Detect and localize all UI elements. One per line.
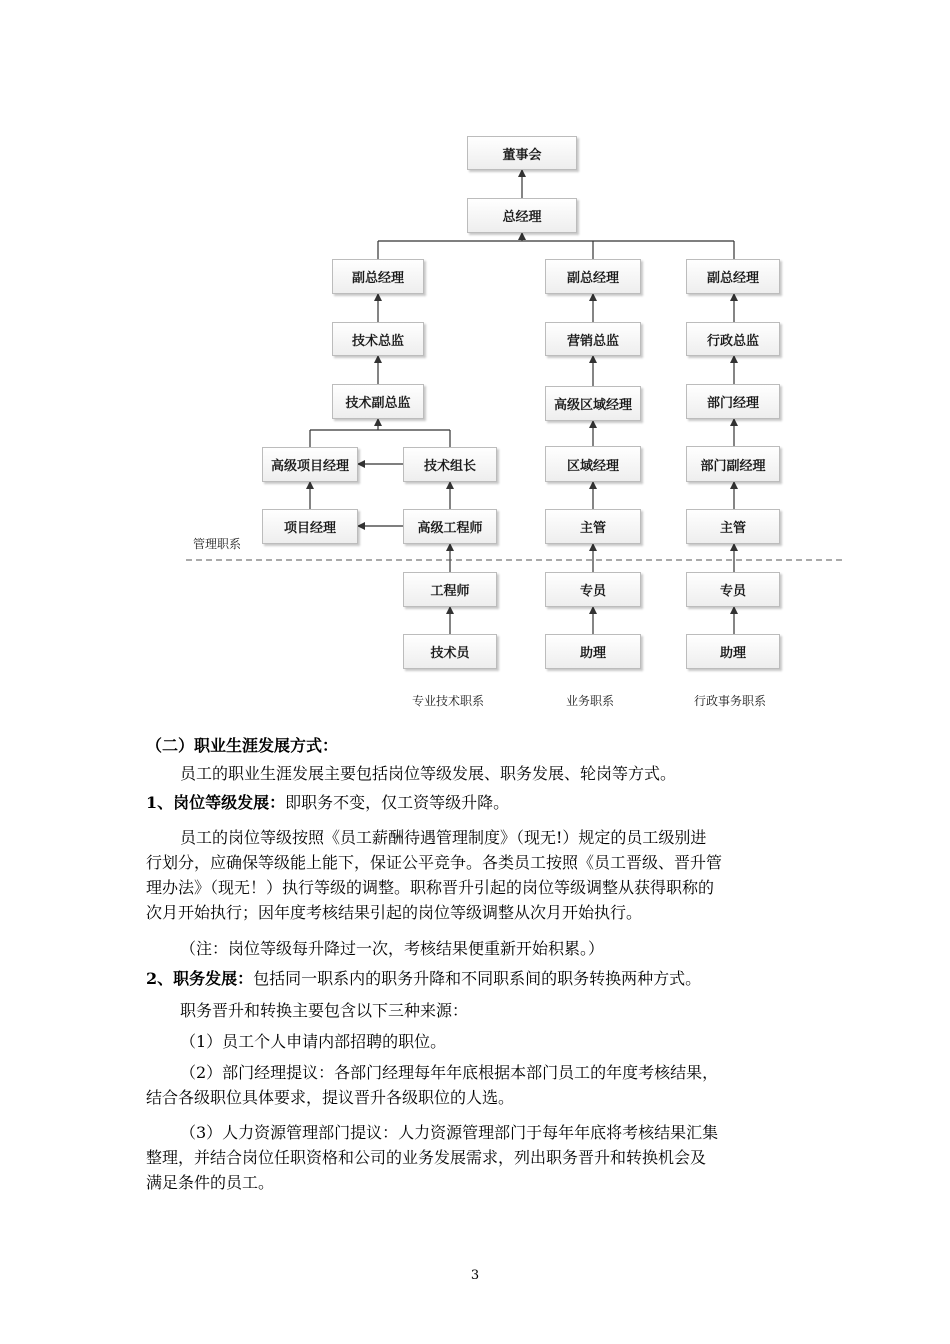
label-admin-track: 行政事务职系 [694, 694, 767, 708]
node-deputy-department-manager: 部门副经理 [686, 446, 780, 482]
node-marketing-director: 营销总监 [545, 322, 641, 356]
node-admin-assistant: 助理 [686, 634, 780, 669]
node-tech-director: 技术总监 [332, 322, 424, 356]
item2-title: 2、职务发展： [146, 969, 254, 988]
node-admin-specialist: 专员 [686, 572, 780, 607]
item1-text: 即职务不变，仅工资等级升降。 [285, 793, 510, 812]
section-heading: （二）职业生涯发展方式： [146, 736, 339, 755]
node-senior-project-manager: 高级项目经理 [262, 447, 358, 482]
note-paragraph: （注：岗位等级每升降过一次，考核结果便重新开始积累。） [180, 939, 605, 958]
page-number: 3 [470, 1268, 480, 1283]
node-regional-manager: 区域经理 [545, 446, 641, 482]
item2-text: 包括同一职系内的职务升降和不同职系间的职务转换两种方式。 [253, 969, 702, 988]
node-technician: 技术员 [403, 634, 497, 669]
node-tech-vp: 副总经理 [332, 259, 424, 294]
node-sales-supervisor: 主管 [545, 509, 641, 544]
sources-intro: 职务晋升和转换主要包含以下三种来源： [180, 1001, 469, 1020]
node-department-manager: 部门经理 [686, 384, 780, 419]
node-ceo: 总经理 [467, 198, 577, 233]
node-tech-team-lead: 技术组长 [403, 447, 497, 482]
node-admin-vp: 副总经理 [686, 259, 780, 294]
intro-paragraph: 员工的职业生涯发展主要包括岗位等级发展、职务发展、轮岗等方式。 [180, 764, 677, 783]
node-senior-regional-manager: 高级区域经理 [545, 386, 641, 421]
label-management-track: 管理职系 [193, 537, 242, 551]
node-engineer: 工程师 [403, 572, 497, 607]
node-board: 董事会 [467, 136, 577, 170]
source-2: （2）部门经理提议：各部门经理每年年底根据本部门员工的年度考核结果， 结合各级职位具体要求，提议晋升各级职位的人选。 [146, 1063, 719, 1107]
item1-title: 1、岗位等级发展： [146, 793, 286, 812]
node-admin-director: 行政总监 [686, 322, 780, 356]
node-sales-assistant: 助理 [545, 634, 641, 669]
label-sales-track: 业务职系 [566, 694, 615, 708]
source-1: （1）员工个人申请内部招聘的职位。 [180, 1032, 447, 1051]
node-project-manager: 项目经理 [262, 509, 358, 544]
item1-paragraph: 员工的岗位等级按照《员工薪酬待遇管理制度》（现无!）规定的员工级别进 行划分，应确保等级能上能下，保证公平竞争。各类员工按照《员工晋级、晋升管 理办法》（现无！）执行等级的调整。职称晋升引起的岗位等级调整从获得职称的 次月开始执行；因年度考核结果引起的岗位等级调整从次月开始执行。 [146, 828, 723, 922]
node-sales-vp: 副总经理 [545, 259, 641, 294]
node-senior-engineer: 高级工程师 [403, 509, 497, 544]
node-tech-deputy-director: 技术副总监 [332, 384, 424, 419]
item2-heading [146, 966, 811, 991]
item1-heading [146, 790, 811, 815]
source-3: （3）人力资源管理部门提议：人力资源管理部门于每年年底将考核结果汇集 整理，并结合岗位任职资格和公司的业务发展需求，列出职务晋升和转换机会及 满足条件的员工。 [146, 1123, 719, 1192]
node-admin-supervisor: 主管 [686, 509, 780, 544]
node-sales-specialist: 专员 [545, 572, 641, 607]
label-tech-track: 专业技术职系 [412, 694, 485, 708]
